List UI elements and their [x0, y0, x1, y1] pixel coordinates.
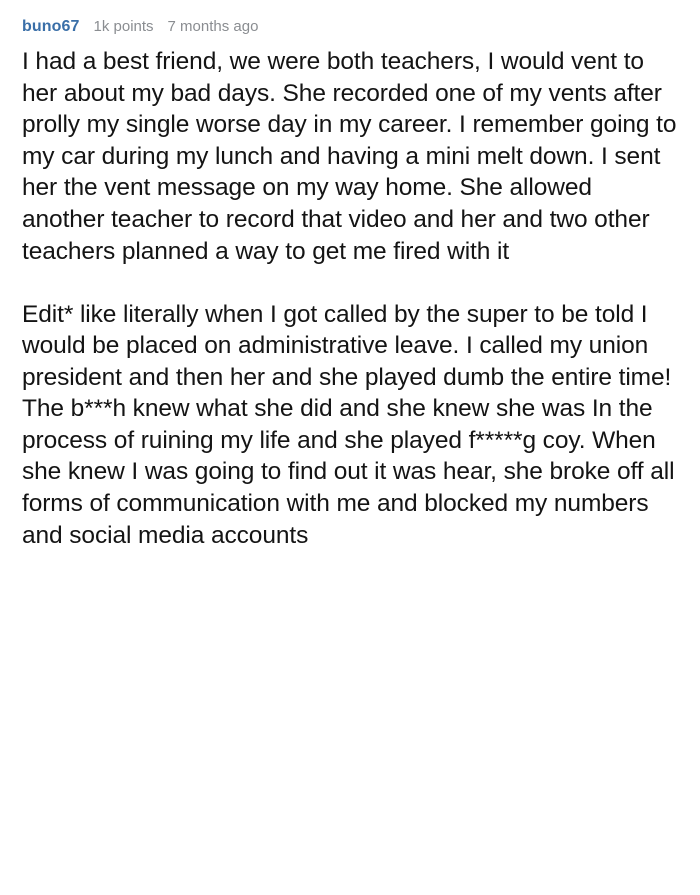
comment-author[interactable]: buno67: [22, 18, 80, 35]
comment-meta: [22, 18, 678, 36]
comment-body: [22, 46, 678, 551]
comment-paragraph: Edit* like literally when I got called by the super to be told I would be placed on administrative leave. I called my union president and then her and she played dumb the entire time! The b***h knew what she did and she knew she was In the process of ruining my life and she played f*****g coy. When she knew I was going to find out it was hear, she broke off all forms of communication with me and blocked my numbers and social media accounts: [22, 300, 675, 549]
comment-timestamp: 7 months ago: [167, 18, 259, 35]
comment-points: 1k points: [93, 18, 154, 35]
comment-paragraph: I had a best friend, we were both teachers, I would vent to her about my bad days. She recorded one of my vents after prolly my single worse day in my career. I remember going to my car during my lunch and having a mini melt down. I sent her the vent message on my way home. She allowed another teacher to record that video and her and two other teachers planned a way to get me fired with it: [22, 48, 677, 265]
